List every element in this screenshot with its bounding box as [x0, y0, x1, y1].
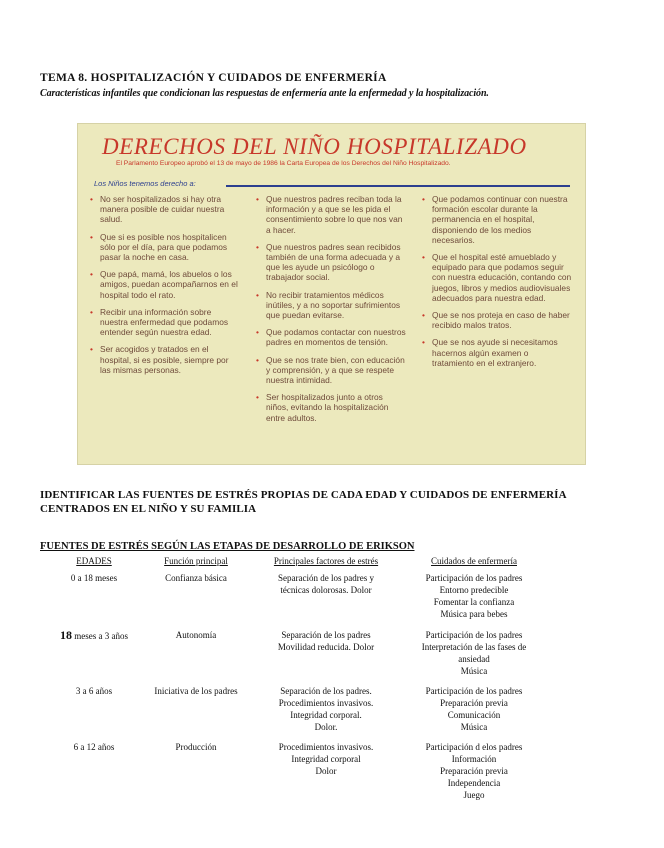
- poster-item: • Que se nos trate bien, con educación y comprensión, y a que se respete nuestra intimidad.: [256, 355, 406, 386]
- poster-item: • No ser hospitalizados si hay otra manera posible de cuidar nuestra salud.: [90, 194, 240, 225]
- poster-column-2: [256, 194, 406, 430]
- document-subtitle: Características infantiles que condicionan las respuestas de enfermería ante la enfermedad y la hospitalización.: [40, 88, 489, 99]
- poster-item: • Que se nos proteja en caso de haber recibido malos tratos.: [422, 310, 572, 330]
- table-header-funcion: Función principal: [164, 556, 228, 566]
- poster-column-3: [422, 194, 572, 375]
- table-cell-factores: Separación de los padres. Procedimientos invasivos. Integridad corporal. Dolor.: [278, 686, 374, 732]
- section-heading-line-1: IDENTIFICAR LAS FUENTES DE ESTRÉS PROPIAS DE CADA EDAD Y CUIDADOS DE ENFERMERÍA: [40, 489, 567, 501]
- table-cell-funcion: Autonomía: [175, 630, 217, 640]
- poster-item: • Que nuestros padres reciban toda la información y a que se les pida el consentimiento sobre lo que nos van a hacer.: [256, 194, 406, 235]
- rights-poster: [77, 123, 586, 465]
- poster-item: • Que si es posible nos hospitalicen sólo por el día, para que podamos pasar la noche en casa.: [90, 232, 240, 263]
- table-cell-funcion: Producción: [175, 742, 217, 752]
- table-cell-factores: Separación de los padres Movilidad reducida. Dolor: [277, 630, 375, 652]
- table-cell-cuidados: Participación de los padres Preparación previa Comunicación Música: [425, 686, 523, 732]
- table-title: FUENTES DE ESTRÉS SEGÚN LAS ETAPAS DE DESARROLLO DE ERIKSON: [40, 541, 415, 552]
- table-cell-edad: 3 a 6 años: [75, 686, 113, 696]
- poster-intro: El Parlamento Europeo aprobó el 13 de mayo de 1986 la Carta Europea de los Derechos del Niño Hospitalizado.: [116, 160, 451, 167]
- poster-item: • Que papá, mamá, los abuelos o los amigos, puedan acompañarnos en el hospital todo el rato.: [90, 269, 240, 300]
- poster-item: • Que se nos ayude si necesitamos hacernos algún examen o tratamiento en el extranjero.: [422, 337, 572, 368]
- poster-item: • Que nuestros padres sean recibidos también de una forma adecuada y a que les ayude un psicólogo o trabajador social.: [256, 242, 406, 283]
- table-cell-cuidados: Participación d elos padres Información Preparación previa Independencia Juego: [425, 742, 523, 800]
- table-cell-edad: 6 a 12 años: [73, 742, 115, 752]
- table-cell-funcion: Confianza básica: [165, 573, 227, 583]
- table-cell-cuidados: Participación de los padres Entorno predecible Fomentar la confianza Música para bebes: [425, 573, 523, 619]
- poster-item: • Ser acogidos y tratados en el hospital, si es posible, siempre por las mismas personas.: [90, 344, 240, 375]
- table-cell-edad: 18 meses a 3 años: [60, 628, 128, 642]
- document-title: TEMA 8. HOSPITALIZACIÓN Y CUIDADOS DE ENFERMERÍA: [40, 72, 387, 84]
- poster-title: DERECHOS DEL NIÑO HOSPITALIZADO: [102, 134, 527, 159]
- poster-item: • No recibir tratamientos médicos inútiles, y a no soportar sufrimientos que puedan evitarse.: [256, 290, 406, 321]
- poster-item: • Ser hospitalizados junto a otros niños, evitando la hospitalización entre adultos.: [256, 392, 406, 423]
- poster-divider: [226, 185, 570, 187]
- table-header-edades: EDADES: [76, 556, 112, 566]
- poster-item: • Que podamos contactar con nuestros padres en momentos de tensión.: [256, 327, 406, 347]
- table-cell-edad: 0 a 18 meses: [70, 573, 118, 583]
- poster-item: • Que el hospital esté amueblado y equipado para que podamos seguir con nuestra educación, contando con juegos, libros y medios audiovisuales adecuados para nuestra edad.: [422, 252, 572, 303]
- table-cell-factores: Procedimientos invasivos. Integridad corporal Dolor: [278, 742, 374, 776]
- table-cell-cuidados: Participación de los padres Interpretación de las fases de ansiedad Música: [421, 630, 527, 676]
- poster-item: • Que podamos continuar con nuestra formación escolar durante la permanencia en el hospital, disponiendo de los medios necesarios.: [422, 194, 572, 245]
- table-cell-funcion: Iniciativa de los padres: [154, 686, 238, 696]
- table-header-cuidados: Cuidados de enfermería: [431, 556, 517, 566]
- poster-item: • Recibir una información sobre nuestra enfermedad que podamos entender según nuestra edad.: [90, 307, 240, 338]
- section-heading-line-2: CENTRADOS EN EL NIÑO Y SU FAMILIA: [40, 503, 257, 515]
- section-heading: [40, 488, 640, 516]
- poster-lead: Los Niños tenemos derecho a:: [94, 179, 196, 188]
- table-cell-factores: Separación de los padres y técnicas dolorosas. Dolor: [278, 573, 374, 595]
- table-header-factores: Principales factores de estrés: [273, 556, 379, 566]
- poster-column-1: [90, 194, 240, 382]
